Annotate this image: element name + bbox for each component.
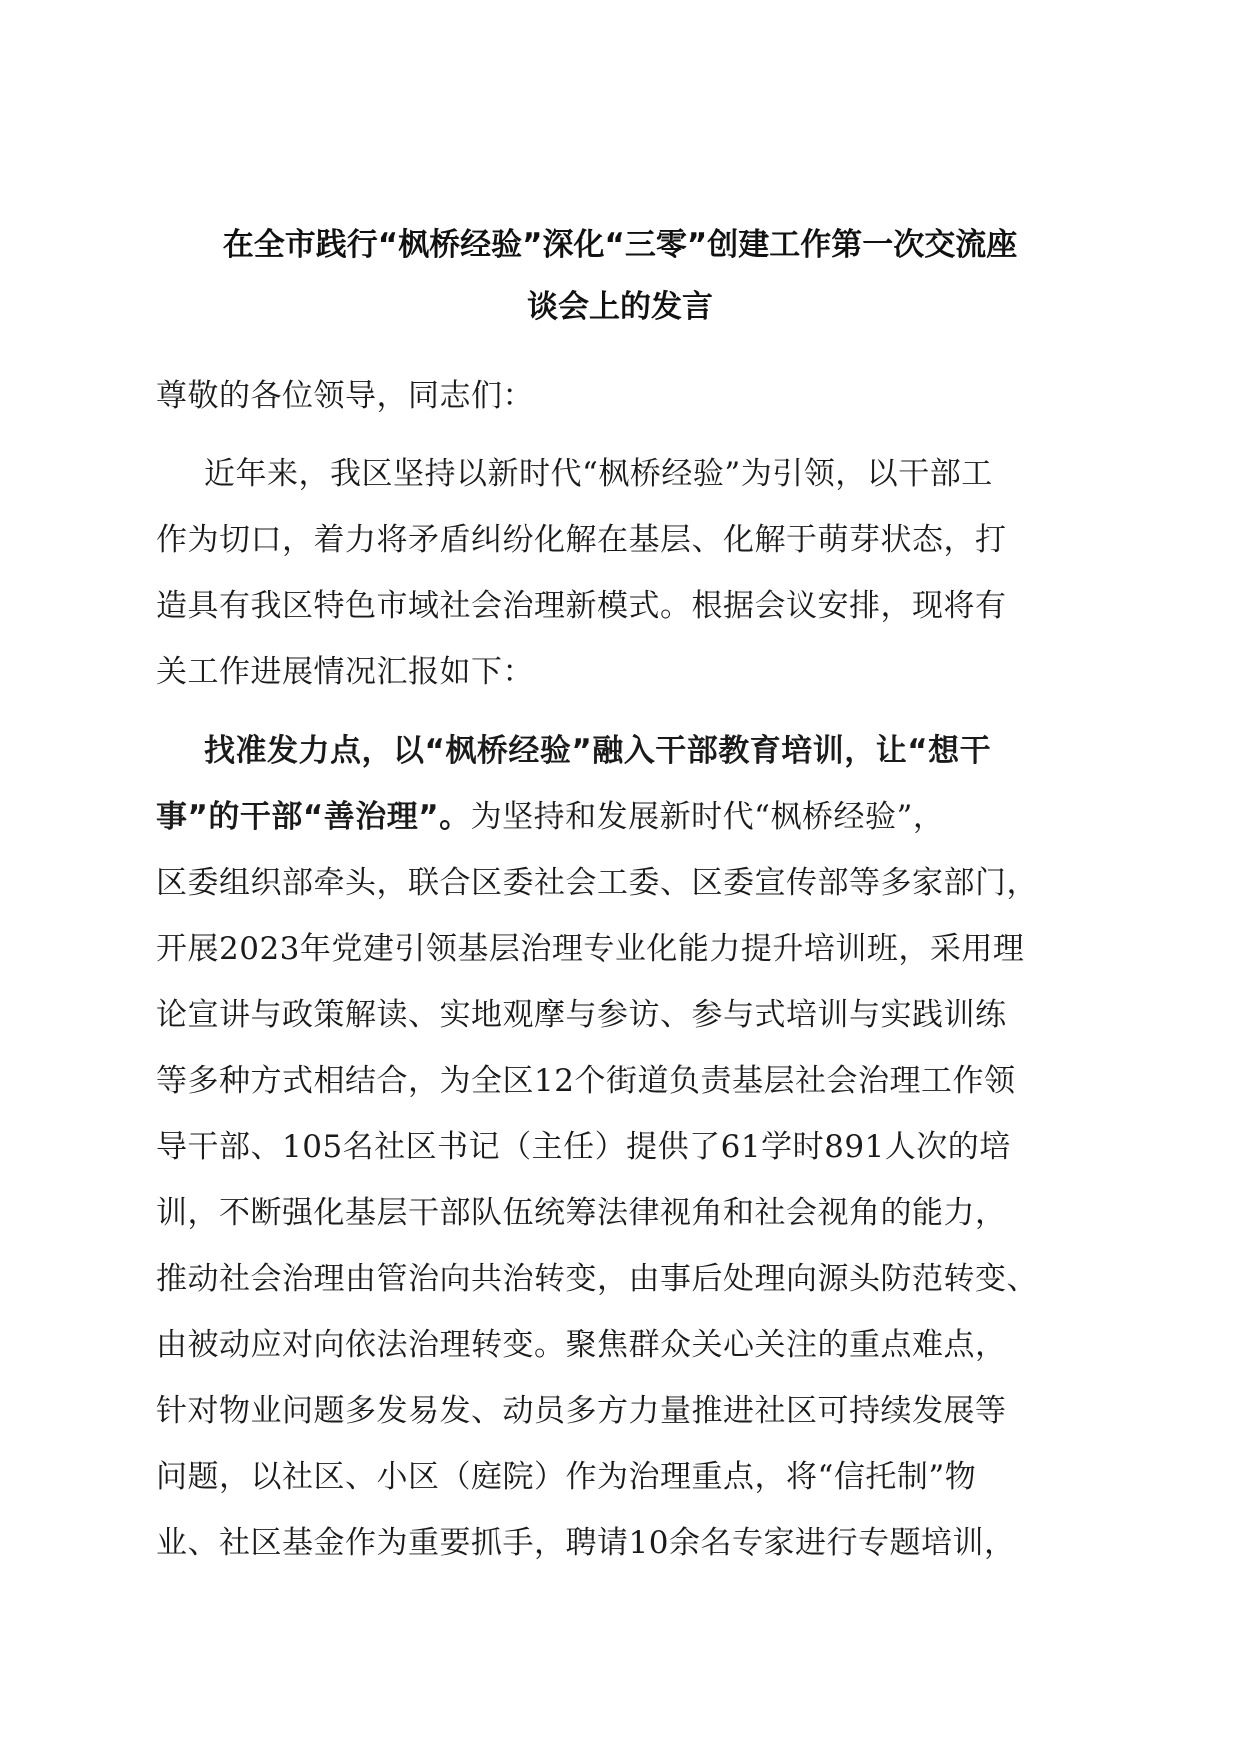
paragraph-line: 业、社区基金作为重要抓手，聘请10余名专家进行专题培训， — [156, 1525, 1016, 1561]
paragraph-line: 导干部、105名社区书记（主任）提供了61学时891人次的培 — [156, 1129, 1011, 1165]
document-title — [150, 214, 1090, 338]
paragraph-line: 论宣讲与政策解读、实地观摩与参访、参与式培训与实践训练 — [156, 997, 1007, 1033]
section-heading-end: 事”的干部“善治理”。 — [156, 799, 471, 835]
paragraph-line: 针对物业问题多发易发、动员多方力量推进社区可持续发展等 — [156, 1393, 1007, 1429]
greeting — [156, 363, 1086, 429]
title-line-2: 谈会上的发言 — [527, 289, 713, 325]
section-heading: 找准发力点，以“枫桥经验”融入干部教育培训，让“想干 — [204, 733, 992, 769]
paragraph-line: 推动社会治理由管治向共治转变，由事后处理向源头防范转变、 — [156, 1261, 1038, 1297]
greeting-text: 尊敬的各位领导，同志们： — [156, 378, 534, 414]
title-line-1: 在全市践行“枫桥经验”深化“三零”创建工作第一次交流座 — [222, 227, 1018, 263]
paragraph-line: 由被动应对向依法治理转变。聚焦群众关心关注的重点难点， — [156, 1327, 1007, 1363]
paragraph-text: 为坚持和发展新时代“枫桥经验”， — [470, 799, 945, 835]
paragraph-line: 近年来，我区坚持以新时代“枫桥经验”为引领，以干部工 — [204, 456, 993, 492]
paragraph-line: 开展2023年党建引领基层治理专业化能力提升培训班，采用理 — [156, 931, 1025, 967]
paragraph-line: 等多种方式相结合，为全区12个街道负责基层社会治理工作领 — [156, 1063, 1016, 1099]
paragraph-line: 区委组织部牵头，联合区委社会工委、区委宣传部等多家部门， — [156, 865, 1038, 901]
paragraph-line: 关工作进展情况汇报如下： — [156, 654, 534, 690]
paragraph-line: 作为切口，着力将矛盾纠纷化解在基层、化解于萌芽状态，打 — [156, 522, 1007, 558]
paragraph-line: 造具有我区特色市域社会治理新模式。根据会议安排，现将有 — [156, 588, 1007, 624]
paragraph-line: 训，不断强化基层干部队伍统筹法律视角和社会视角的能力， — [156, 1195, 1007, 1231]
paragraph-intro — [156, 441, 1086, 705]
paragraph-line: 问题，以社区、小区（庭院）作为治理重点，将“信托制”物 — [156, 1459, 977, 1495]
paragraph-training — [156, 718, 1086, 1576]
paragraph-line — [156, 784, 1086, 850]
